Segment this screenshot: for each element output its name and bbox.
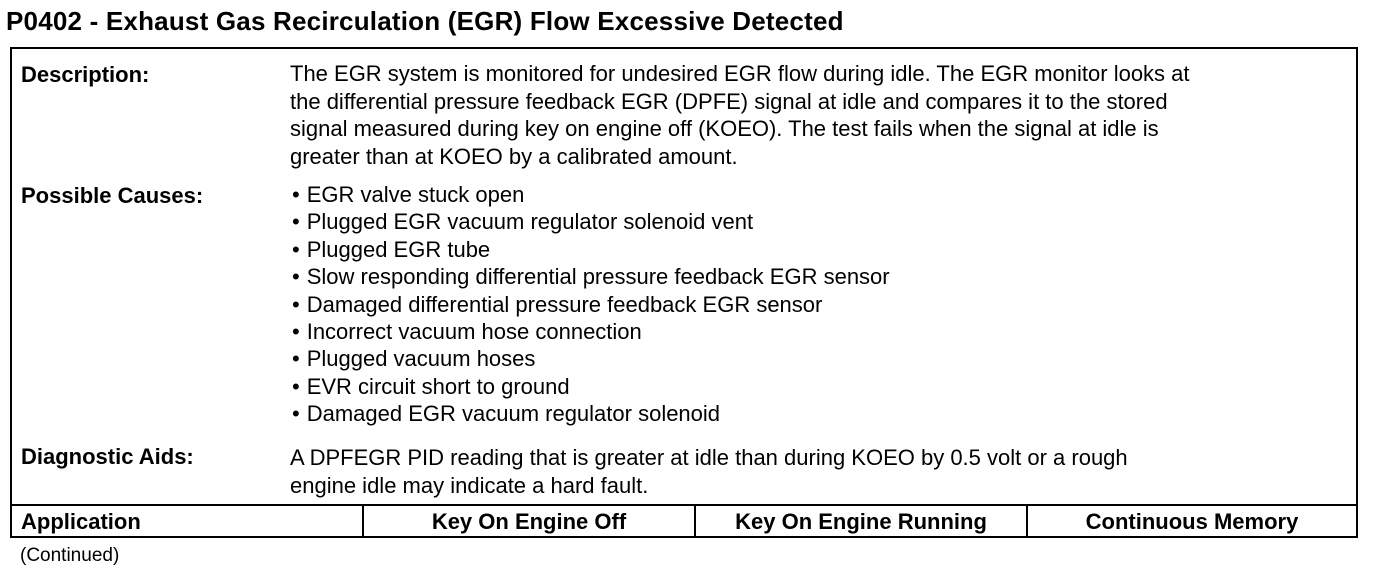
description-text — [290, 60, 1190, 170]
koer-header: Key On Engine Running — [696, 506, 1028, 538]
continuous-memory-header: Continuous Memory — [1085, 509, 1299, 534]
dtc-info-table — [10, 47, 1358, 538]
cause-item: • Plugged EGR vacuum regulator solenoid vent — [290, 208, 890, 235]
application-row — [12, 504, 1356, 538]
diagnostic-aids-text — [290, 444, 1128, 499]
description-line: signal measured during key on engine off (KOEO). The test fails when the signal at idle is — [290, 116, 1159, 141]
diagnostic-aids-line: A DPFEGR PID reading that is greater at idle than during KOEO by 0.5 volt or a rough — [290, 445, 1128, 470]
diagnostic-aids-line: engine idle may indicate a hard fault. — [290, 472, 649, 498]
cause-item: • EVR circuit short to ground — [290, 373, 890, 400]
possible-causes-label: Possible Causes: — [21, 183, 204, 208]
cause-item: • EGR valve stuck open — [290, 181, 890, 208]
cause-item: • Incorrect vacuum hose connection — [290, 318, 890, 345]
description-line: greater than at KOEO by a calibrated amount. — [290, 143, 738, 169]
diagnostic-aids-label: Diagnostic Aids: — [21, 444, 194, 469]
application-header: Application — [12, 506, 364, 538]
cause-item: • Damaged EGR vacuum regulator solenoid — [290, 400, 890, 427]
description-line: the differential pressure feedback EGR (DPFE) signal at idle and compares it to the stored — [290, 88, 1168, 114]
cause-item: • Damaged differential pressure feedback EGR sensor — [290, 291, 890, 318]
continued-note: (Continued) — [20, 545, 120, 566]
koeo-header: Key On Engine Off — [364, 506, 696, 538]
cause-item: • Slow responding differential pressure feedback EGR sensor — [290, 263, 890, 290]
cause-item: • Plugged vacuum hoses — [290, 345, 890, 372]
possible-causes-list — [290, 181, 890, 428]
description-line: The EGR system is monitored for undesired EGR flow during idle. The EGR monitor looks at — [290, 61, 1190, 86]
description-label: Description: — [21, 62, 150, 87]
page-title: P0402 - Exhaust Gas Recirculation (EGR) Flow Excessive Detected — [6, 6, 844, 36]
cause-item: • Plugged EGR tube — [290, 236, 890, 263]
